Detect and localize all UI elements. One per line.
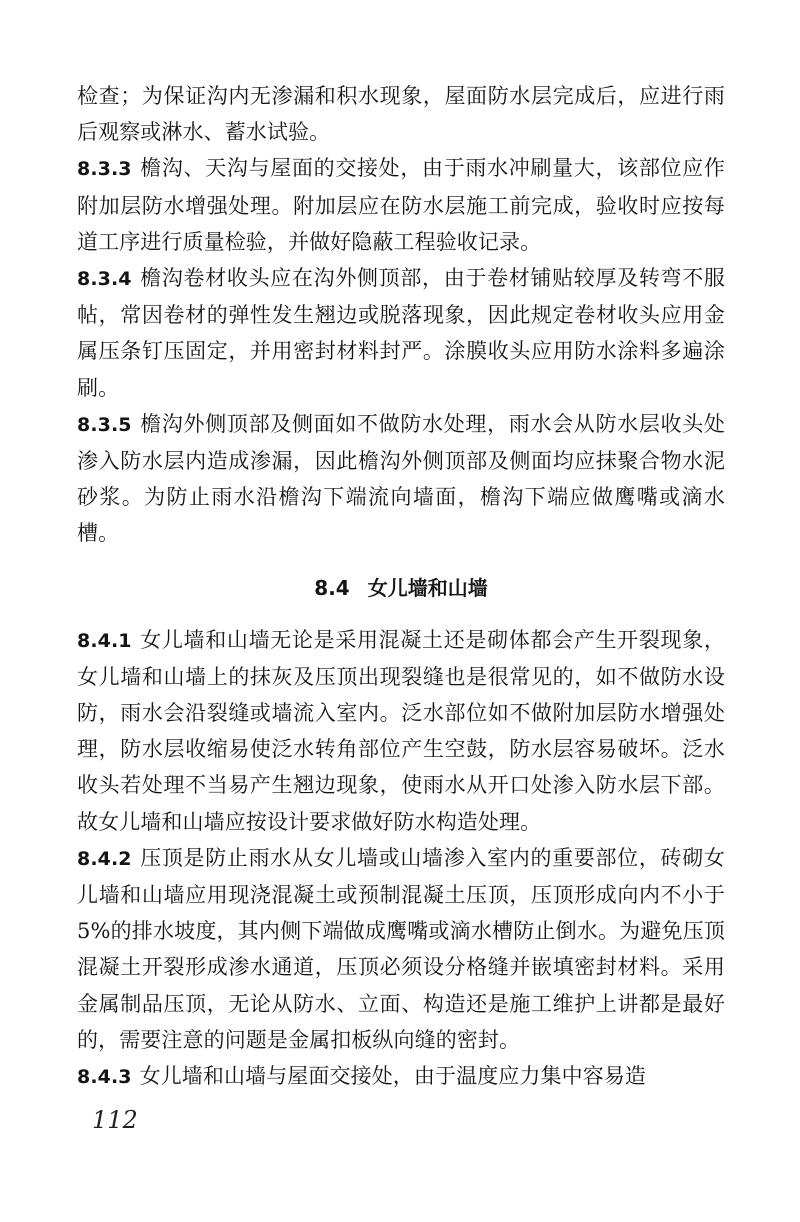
section-number: 8.4 [314,575,350,600]
section-title: 女儿墙和山墙 [367,575,488,600]
paragraph-text: 压顶是防止雨水从女儿墙或山墙渗入室内的重要部位，砖砌女儿墙和山墙应用现浇混凝土或预制混凝土压顶，压顶形成向内不小于5%的排水坡度，其内侧下端做成鹰嘴或滴水槽防止倒水。为避免压顶混凝土开裂形成渗水通道，压顶必须设分格缝并嵌填密封材料。采用金属制品压顶，无论从防水、立面、构造还是施工维护上讲都是最好的，需要注意的问题是金属扣板纵向缝的密封。 [77,845,725,1052]
section-heading [77,570,725,606]
paragraph-text: 女儿墙和山墙与屋面交接处，由于温度应力集中容易造 [139,1064,647,1089]
paragraph-text: 女儿墙和山墙无论是采用混凝土还是砌体都会产生开裂现象，女儿墙和山墙上的抹灰及压顶出现裂缝也是很常见的，如不做防水设防，雨水会沿裂缝或墙流入室内。泛水部位如不做附加层防水增强处理，防水层收缩易使泛水转角部位产生空鼓，防水层容易破坏。泛水收头若处理不当易产生翘边现象，使雨水从开口处渗入防水层下部。故女儿墙和山墙应按设计要求做好防水构造处理。 [77,627,725,834]
paragraph-continuation [77,78,725,150]
clause-8-4-3 [77,1058,725,1095]
paragraph-text: 檐沟卷材收头应在沟外侧顶部，由于卷材铺贴较厚及转弯不服帖，常因卷材的弹性发生翘边或脱落现象，因此规定卷材收头应用金属压条钉压固定，并用密封材料封严。涂膜收头应用防水涂料多遍涂刷。 [77,266,725,400]
paragraph-text: 檐沟外侧顶部及侧面如不做防水处理，雨水会从防水层收头处渗入防水层内造成渗漏，因此檐沟外侧顶部及侧面均应抹聚合物水泥砂浆。为防止雨水沿檐沟下端流向墙面，檐沟下端应做鹰嘴或滴水槽。 [77,411,725,546]
clause-number: 8.4.1 [77,629,132,652]
clause-number: 8.4.2 [77,847,132,870]
page-number: 112 [92,1106,138,1134]
clause-number: 8.3.4 [77,268,132,291]
paragraph-text: 检查；为保证沟内无渗漏和积水现象，屋面防水层完成后，应进行雨后观察或淋水、蓄水试验。 [77,84,725,145]
clause-number: 8.3.3 [77,158,132,181]
clause-8-3-4 [77,260,725,406]
clause-8-4-2 [77,840,725,1058]
clause-number: 8.3.5 [77,413,132,436]
paragraph-text: 檐沟、天沟与屋面的交接处，由于雨水冲刷量大，该部位应作附加层防水增强处理。附加层应在防水层施工前完成，验收时应按每道工序进行质量检验，并做好隐蔽工程验收记录。 [77,156,725,254]
clause-8-3-5 [77,406,725,552]
document-body [77,78,725,1095]
clause-number: 8.4.3 [77,1066,132,1089]
clause-8-3-3 [77,150,725,260]
clause-8-4-1 [77,622,725,840]
